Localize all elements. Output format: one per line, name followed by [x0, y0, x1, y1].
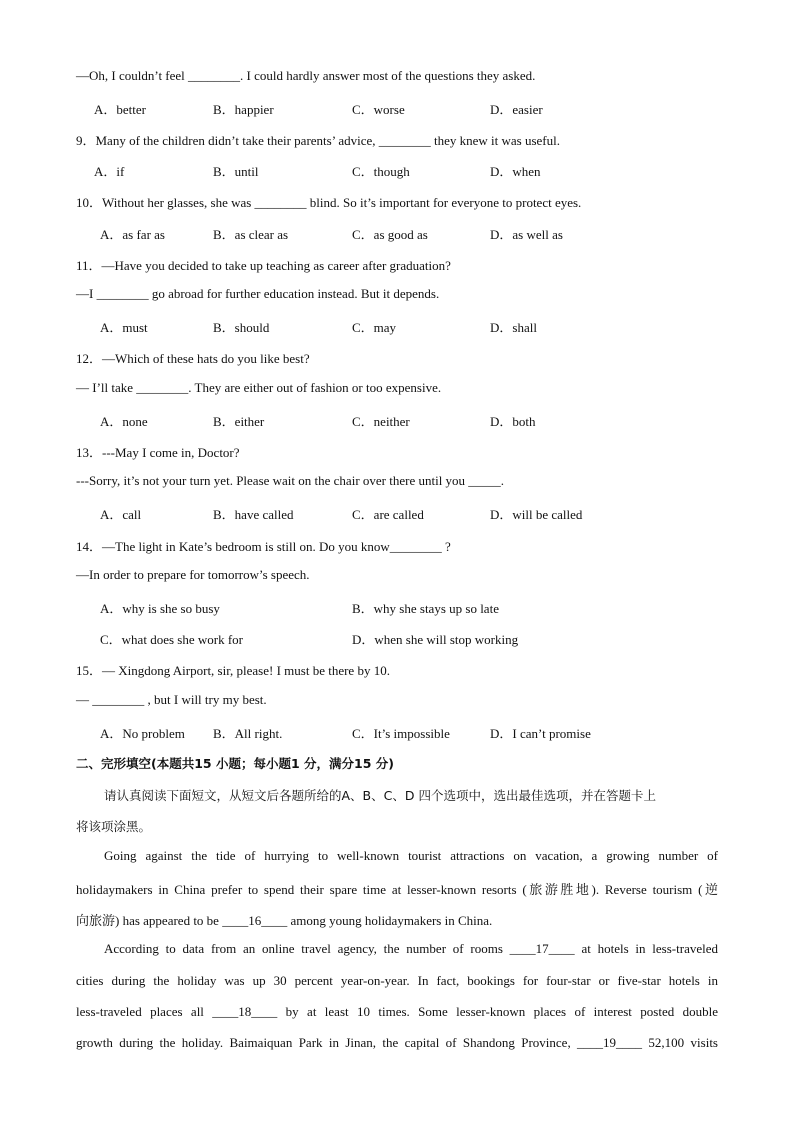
- q14-option-b[interactable]: B．why she stays up so late: [352, 601, 499, 616]
- passage-p2-line-4: growth during the holiday. Baimaiquan Park in Jinan, the capital of Shandong Province, ____19____ 52,100 visits: [76, 1035, 718, 1050]
- passage-p1-line-2: holidaymakers in China prefer to spend their spare time at lesser-known resorts (旅游胜地). Reverse tourism (逆: [76, 882, 718, 897]
- q12-option-a[interactable]: A．none: [100, 414, 148, 429]
- q9-option-b[interactable]: B．until: [213, 164, 259, 179]
- q12-stem-a: 12．—Which of these hats do you like best?: [76, 351, 310, 366]
- q10-option-c[interactable]: C．as good as: [352, 227, 428, 242]
- q12-stem-b: — I’ll take ________. They are either out of fashion or too expensive.: [76, 380, 442, 395]
- q12-option-c[interactable]: C．neither: [352, 414, 410, 429]
- q8-option-a[interactable]: A．better: [94, 102, 146, 117]
- q13-stem-b: ---Sorry, it’s not your turn yet. Please wait on the chair over there until you _____.: [76, 473, 505, 488]
- q11-stem-a: 11．—Have you decided to take up teaching as career after graduation?: [76, 258, 451, 273]
- q12-option-b[interactable]: B．either: [213, 414, 265, 429]
- section-instruction-2: 将该项涂黑。: [76, 819, 152, 834]
- q11-option-d[interactable]: D．shall: [490, 320, 537, 335]
- q8-option-c[interactable]: C．worse: [352, 102, 405, 117]
- q13-stem-a: 13．---May I come in, Doctor?: [76, 445, 240, 460]
- q14-stem-b: —In order to prepare for tomorrow’s speech.: [76, 567, 310, 582]
- section-heading: 二、完形填空(本题共15 小题；每小题1 分，满分15 分): [76, 756, 394, 771]
- q9-option-d[interactable]: D．when: [490, 164, 541, 179]
- passage-p1-line-3: 向旅游) has appeared to be ____16____ among young holidaymakers in China.: [76, 913, 493, 928]
- q14-option-d[interactable]: D．when she will stop working: [352, 632, 519, 647]
- q13-option-c[interactable]: C．are called: [352, 507, 424, 522]
- q9-stem: 9．Many of the children didn’t take their parents’ advice, ________ they knew it was useful.: [76, 133, 561, 148]
- q9-option-a[interactable]: A．if: [94, 164, 125, 179]
- q11-option-b[interactable]: B．should: [213, 320, 270, 335]
- q10-option-b[interactable]: B．as clear as: [213, 227, 289, 242]
- q12-option-d[interactable]: D．both: [490, 414, 536, 429]
- q15-option-a[interactable]: A．No problem: [100, 726, 185, 741]
- q9-option-c[interactable]: C．though: [352, 164, 410, 179]
- q14-stem-a: 14．—The light in Kate’s bedroom is still on. Do you know________ ?: [76, 539, 451, 554]
- q8-option-d[interactable]: D．easier: [490, 102, 543, 117]
- q10-option-d[interactable]: D．as well as: [490, 227, 563, 242]
- q15-option-d[interactable]: D．I can’t promise: [490, 726, 591, 741]
- q11-stem-b: —I ________ go abroad for further education instead. But it depends.: [76, 286, 440, 301]
- q8-stem-b: —Oh, I couldn’t feel ________. I could hardly answer most of the questions they asked.: [76, 68, 536, 83]
- passage-p1-line-1: Going against the tide of hurrying to well-known tourist attractions on vacation, a growing number of: [104, 848, 718, 863]
- passage-p2-line-2: cities during the holiday was up 30 percent year-on-year. In fact, bookings for four-star or five-star hotels in: [76, 973, 718, 988]
- q15-stem-a: 15．— Xingdong Airport, sir, please! I must be there by 10.: [76, 663, 390, 678]
- q10-option-a[interactable]: A．as far as: [100, 227, 165, 242]
- q14-option-a[interactable]: A．why is she so busy: [100, 601, 220, 616]
- q13-option-a[interactable]: A．call: [100, 507, 142, 522]
- q10-stem: 10．Without her glasses, she was ________ blind. So it’s important for everyone to protect eyes.: [76, 195, 582, 210]
- passage-p2-line-1: According to data from an online travel agency, the number of rooms ____17____ at hotels in less-traveled: [104, 941, 718, 956]
- section-instruction-1: 请认真阅读下面短文，从短文后各题所给的A、B、C、D 四个选项中，选出最佳选项，并在答题卡上: [104, 788, 656, 803]
- q13-option-b[interactable]: B．have called: [213, 507, 294, 522]
- q15-option-c[interactable]: C．It’s impossible: [352, 726, 450, 741]
- q15-stem-b: — ________ , but I will try my best.: [76, 692, 267, 707]
- q11-option-a[interactable]: A．must: [100, 320, 148, 335]
- passage-p2-line-3: less-traveled places all ____18____ by at least 10 times. Some lesser-known places of interest posted double: [76, 1004, 718, 1019]
- q13-option-d[interactable]: D．will be called: [490, 507, 583, 522]
- q11-option-c[interactable]: C．may: [352, 320, 397, 335]
- q8-option-b[interactable]: B．happier: [213, 102, 274, 117]
- q14-option-c[interactable]: C．what does she work for: [100, 632, 243, 647]
- q15-option-b[interactable]: B．All right.: [213, 726, 283, 741]
